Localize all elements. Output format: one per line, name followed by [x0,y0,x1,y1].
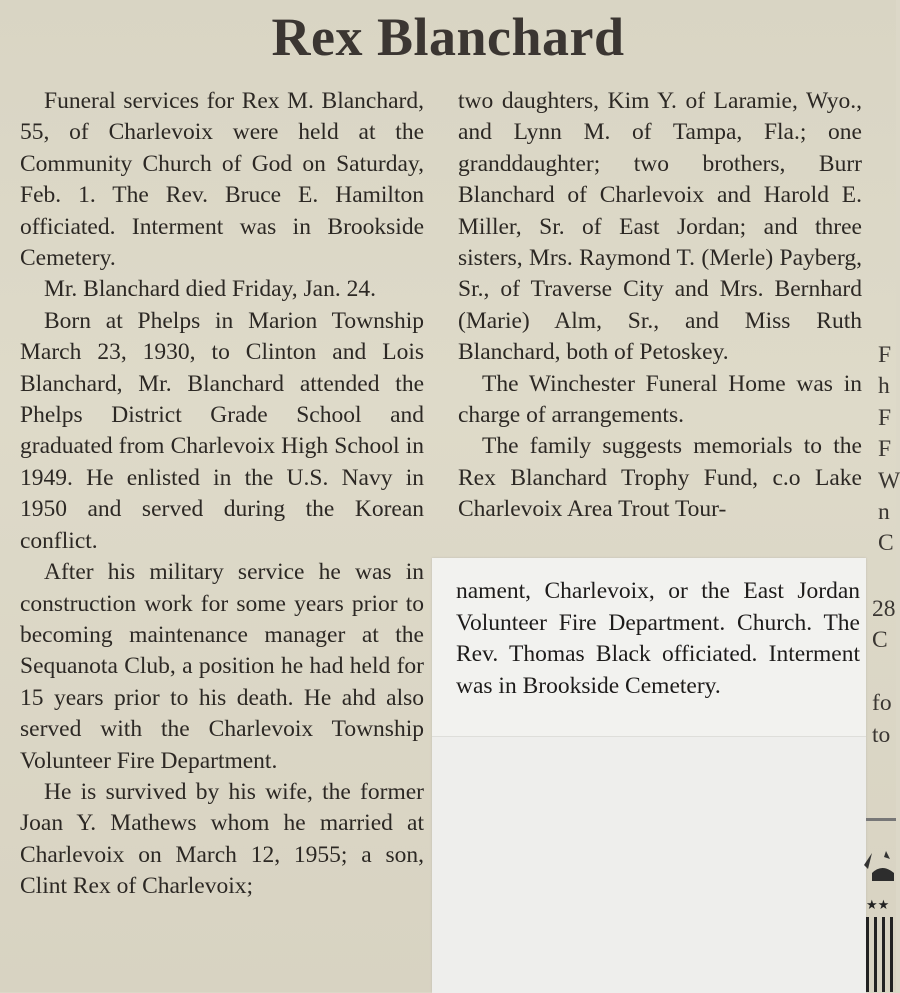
headline: Rex Blanchard [271,7,625,67]
paragraph: After his military service he was in construction work for some years prior to becoming maintenance manager at the Sequanota Club, a position he had held for 15 years prior to his death. He ahd also served with the Charlevoix Township Volunteer Fire Department. [20,559,424,774]
fragment-text: n [878,498,890,525]
column-rule [866,818,896,821]
column-2 [458,86,862,526]
fragment-text: F [878,342,892,368]
paragraph: The Winchester Funeral Home was in charge of arrangements. [458,370,862,429]
fragment-text: fo [872,690,892,717]
pasted-clipping [432,558,866,992]
blank-paper [432,736,866,993]
fragment-text: F [878,436,892,463]
fragment-text: C [878,530,894,557]
fragment-text [872,657,896,688]
fragment-text: 28 [872,596,896,622]
column-1 [20,86,424,903]
paragraph: He is survived by his wife, the former Joan Y. Mathews whom he married at Charlevoix on March 12, 1955; a son, Clint Rex of Charlevoix; [20,778,424,900]
adjacent-column-fragment-lower [872,594,896,751]
fragment-text: F [878,404,892,431]
fragment-text: C [872,627,888,654]
paragraph: The family suggests memorials to the Rex Blanchard Trophy Fund, c.o Lake Charlevoix Area Trout Tour- [458,433,862,523]
paragraph: two daughters, Kim Y. of Laramie, Wyo., and Lynn M. of Tampa, Fla.; one granddaughter; two brothers, Burr Blanchard of Charlevoix and Harold E. Miller, Sr. of East Jordan; and three sisters, Mrs. Raymond T. (Merle) Payberg, Sr., of Traverse City and Mrs. Bernhard (Marie) Alm, Sr., and Miss Ruth Blanchard, both of Petoskey. [458,88,862,366]
paragraph: Born at Phelps in Marion Township March 23, 1930, to Clinton and Lois Blanchard, Mr. Blanchard attended the Phelps District Grade School and graduated from Charlevoix High School in 1949. He enlisted in the U.S. Navy in 1950 and served during the Korean conflict. [20,307,424,554]
paragraph: Mr. Blanchard died Friday, Jan. 24. [44,276,376,303]
clipping-text: nament, Charlevoix, or the East Jordan Volunteer Fire Department. Church. The Rev. Thomas Black officiated. Interment was in Brookside Cemetery. [456,578,860,699]
fragment-text: to [872,721,891,748]
fragment-text: h [878,373,890,400]
fragment-text: W [878,467,900,494]
paragraph: Funeral services for Rex M. Blanchard, 55, of Charlevoix were held at the Community Church of God on Saturday, Feb. 1. The Rev. Bruce E. Hamilton officiated. Interment was in Brookside Cemetery. [20,88,424,272]
adjacent-column-fragment [878,340,900,560]
svg-text:★★: ★★ [866,898,890,913]
flag-ornament-icon [860,845,896,992]
